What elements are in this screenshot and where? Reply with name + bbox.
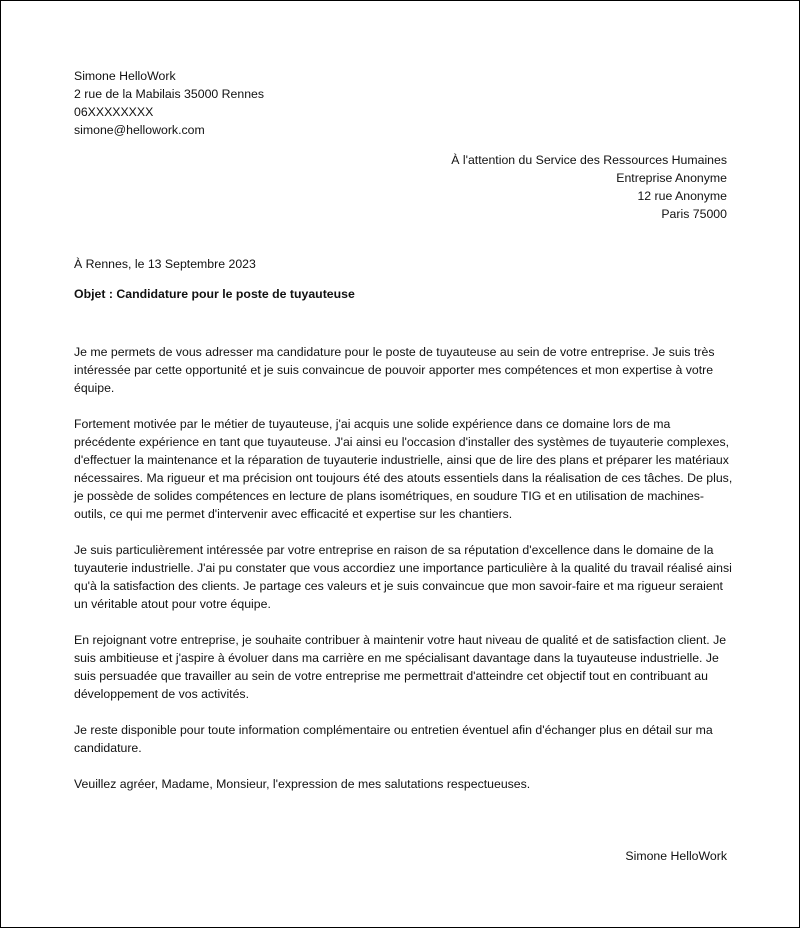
paragraph-motivation: En rejoignant votre entreprise, je souhaite contribuer à maintenir votre haut niveau de qualité et de satisfaction client. Je suis ambitieuse et j'aspire à évoluer dans ma carrière en me spécialisant davantage dans la tuyauteuse industrielle. Je suis persuadée que travailler au sein de votre entreprise me permettrait d'atteindre cet objectif tout en contribuant au développement de vos activités. — [74, 633, 727, 701]
sender-phone: 06XXXXXXXX — [74, 105, 154, 119]
sender-block — [74, 67, 264, 139]
sender-email: simone@hellowork.com — [74, 123, 205, 137]
recipient-city: Paris 75000 — [661, 207, 727, 221]
paragraph-experience: Fortement motivée par le métier de tuyauteuse, j'ai acquis une solide expérience dans ce domaine lors de ma précédente expérience en tant que tuyauteuse. J'ai ainsi eu l'occasion d'installer des systèmes de tuyauterie complexes, d'effectuer la maintenance et la réparation de tuyauterie industrielle, ainsi que de lire des plans et préparer les matériaux nécessaires. Ma rigueur et ma précision ont toujours été des atouts essentiels dans la réalisation de ces tâches. De plus, je possède de solides compétences en lecture de plans isométriques, en soudure TIG et en utilisation de machines-outils, ce qui me permet d'intervenir avec efficacité et expertise sur les chantiers. — [74, 417, 733, 521]
paragraph-closing: Veuillez agréer, Madame, Monsieur, l'expression de mes salutations respectueuses. — [74, 777, 531, 791]
date-line: À Rennes, le 13 Septembre 2023 — [74, 257, 256, 271]
paragraph-intro: Je me permets de vous adresser ma candidature pour le poste de tuyauteuse au sein de votre entreprise. Je suis très intéressée par cette opportunité et je suis convaincue de pouvoir apporter mes compétences et mon expertise à votre équipe. — [74, 345, 715, 395]
recipient-attention: À l'attention du Service des Ressources Humaines — [451, 153, 727, 167]
paragraph-availability: Je reste disponible pour toute information complémentaire ou entretien éventuel afin d'échanger plus en détail sur ma candidature. — [74, 723, 713, 755]
sender-name: Simone HelloWork — [74, 69, 176, 83]
sender-address: 2 rue de la Mabilais 35000 Rennes — [74, 87, 265, 101]
recipient-block — [451, 151, 727, 223]
recipient-street: 12 rue Anonyme — [637, 189, 727, 203]
subject-line: Objet : Candidature pour le poste de tuyauteuse — [74, 287, 355, 301]
signature: Simone HelloWork — [625, 849, 727, 863]
letter-body — [74, 343, 734, 793]
recipient-company: Entreprise Anonyme — [616, 171, 727, 185]
paragraph-company-interest: Je suis particulièrement intéressée par votre entreprise en raison de sa réputation d'excellence dans le domaine de la tuyauterie industrielle. J'ai pu constater que vous accordiez une importance particulière à la qualité du travail réalisé ainsi qu'à la satisfaction des clients. Je partage ces valeurs et je suis convaincue que mon savoir-faire et ma rigueur seraient un véritable atout pour votre équipe. — [74, 543, 732, 611]
